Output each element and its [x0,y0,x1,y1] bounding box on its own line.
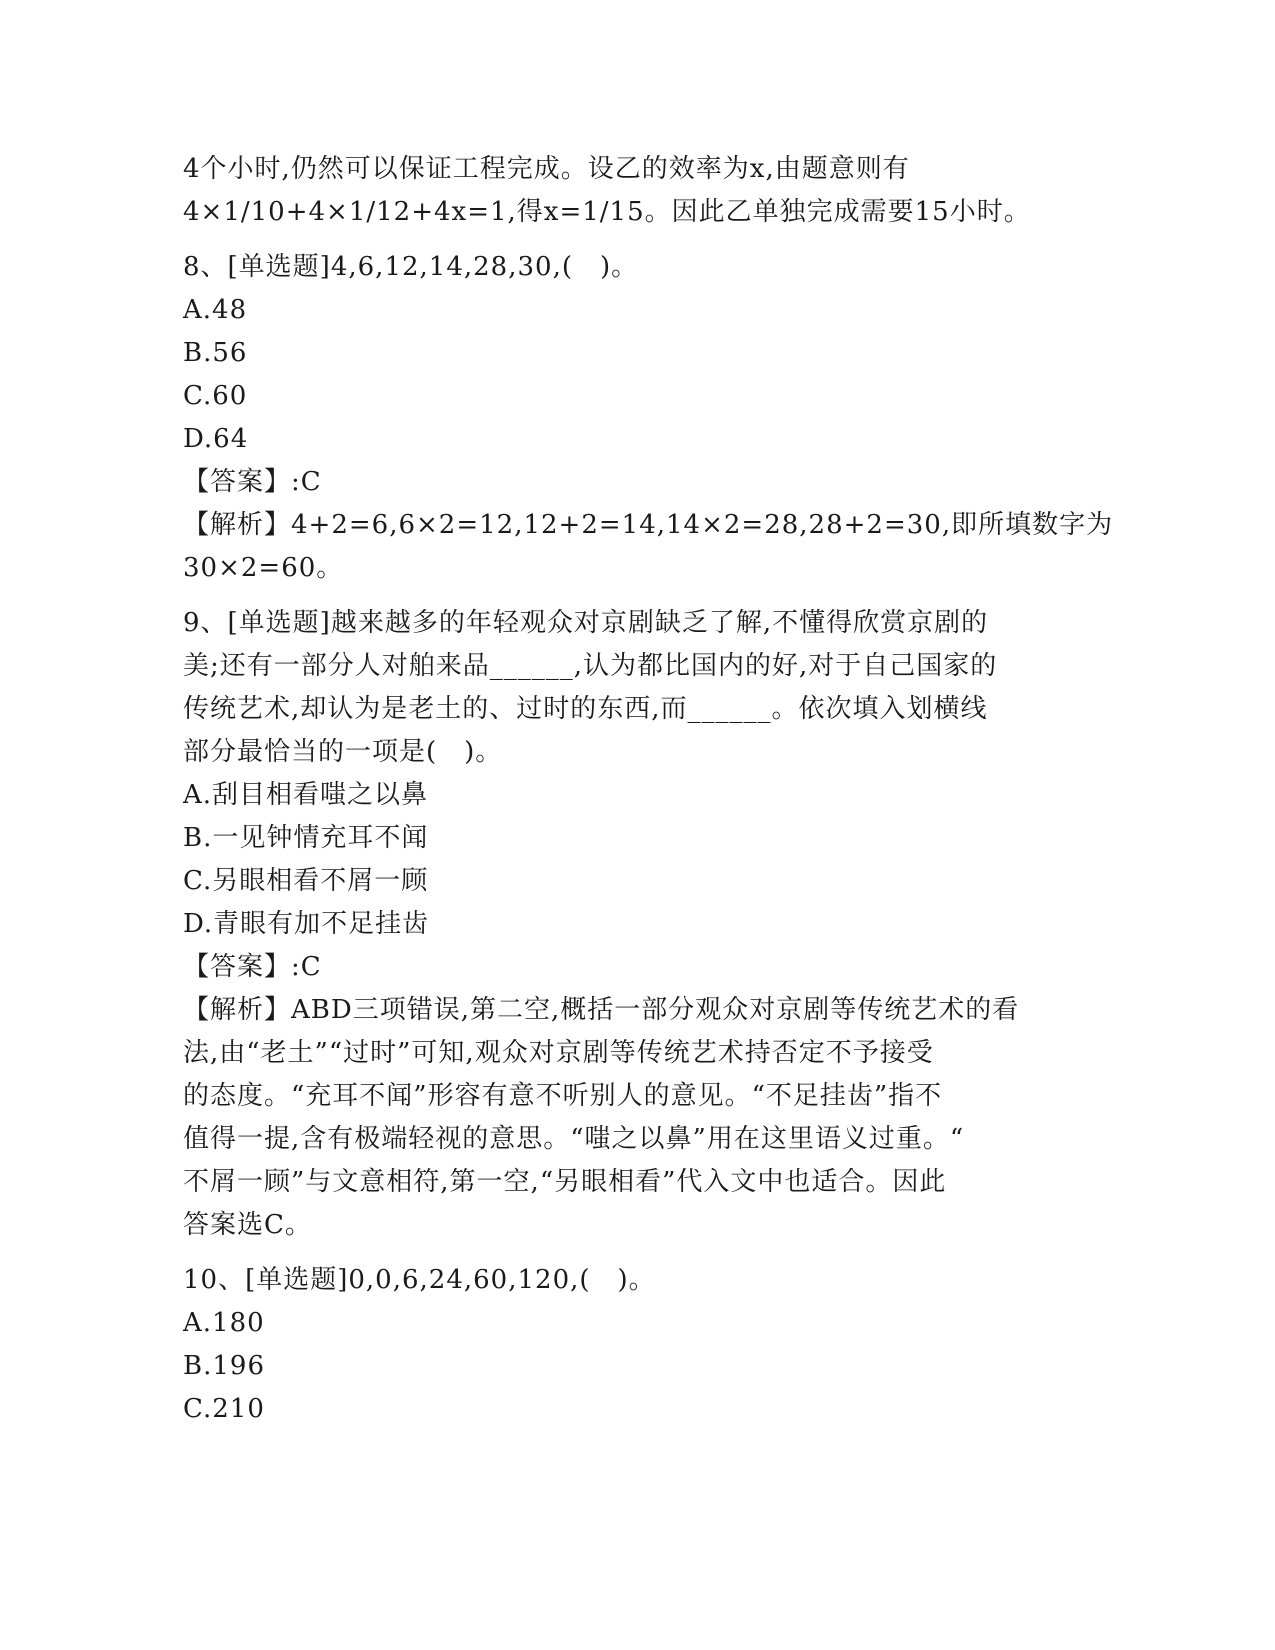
analysis-line: 的态度。“充耳不闻”形容有意不听别人的意见。“不足挂齿”指不 [183,1081,943,1111]
option-b: B.56 [183,338,248,368]
analysis-line: 法,由“老土”“过时”可知,观众对京剧等传统艺术持否定不予接受 [183,1038,934,1068]
text-line: 4个小时,仍然可以保证工程完成。设乙的效率为x,由题意则有 [183,154,910,184]
option-d: D.青眼有加不足挂齿 [183,909,430,939]
answer: 【答案】:C [183,467,322,497]
question-stem: 美;还有一部分人对舶来品______,认为都比国内的好,对于自己国家的 [183,651,998,681]
analysis-line: 【解析】ABD三项错误,第二空,概括一部分观众对京剧等传统艺术的看 [183,995,1020,1025]
analysis-line: 【解析】4+2=6,6×2=12,12+2=14,14×2=28,28+2=30,即所填数字为 [183,510,1114,540]
option-a: A.180 [183,1308,265,1338]
option-c: C.210 [183,1394,265,1424]
option-b: B.一见钟情充耳不闻 [183,823,429,853]
option-a: A.刮目相看嗤之以鼻 [183,780,429,810]
option-b: B.196 [183,1351,265,1381]
continuation-block [183,148,1083,234]
question-stem: 8、[单选题]4,6,12,14,28,30,( )。 [183,252,639,282]
question-stem: 9、[单选题]越来越多的年轻观众对京剧缺乏了解,不懂得欣赏京剧的 [183,608,989,638]
question-stem: 传统艺术,却认为是老土的、过时的东西,而______。依次填入划横线 [183,694,988,724]
option-d: D.64 [183,424,249,454]
analysis-line: 值得一提,含有极端轻视的意思。“嗤之以鼻”用在这里语义过重。“ [183,1124,965,1154]
text-line: 4×1/10+4×1/12+4x=1,得x=1/15。因此乙单独完成需要15小时。 [183,197,1031,227]
option-c: C.另眼相看不屑一顾 [183,866,429,896]
answer: 【答案】:C [183,952,322,982]
analysis-line: 30×2=60。 [183,553,344,583]
analysis-line: 不屑一顾”与文意相符,第一空,“另眼相看”代入文中也适合。因此 [183,1167,947,1197]
question-9 [183,602,1083,1247]
question-8 [183,246,1114,590]
option-a: A.48 [183,295,248,325]
question-stem: 10、[单选题]0,0,6,24,60,120,( )。 [183,1265,656,1295]
document-page [183,148,1114,1431]
option-c: C.60 [183,381,248,411]
question-stem: 部分最恰当的一项是( )。 [183,737,503,767]
question-10 [183,1259,1083,1431]
analysis-line: 答案选C。 [183,1210,312,1240]
